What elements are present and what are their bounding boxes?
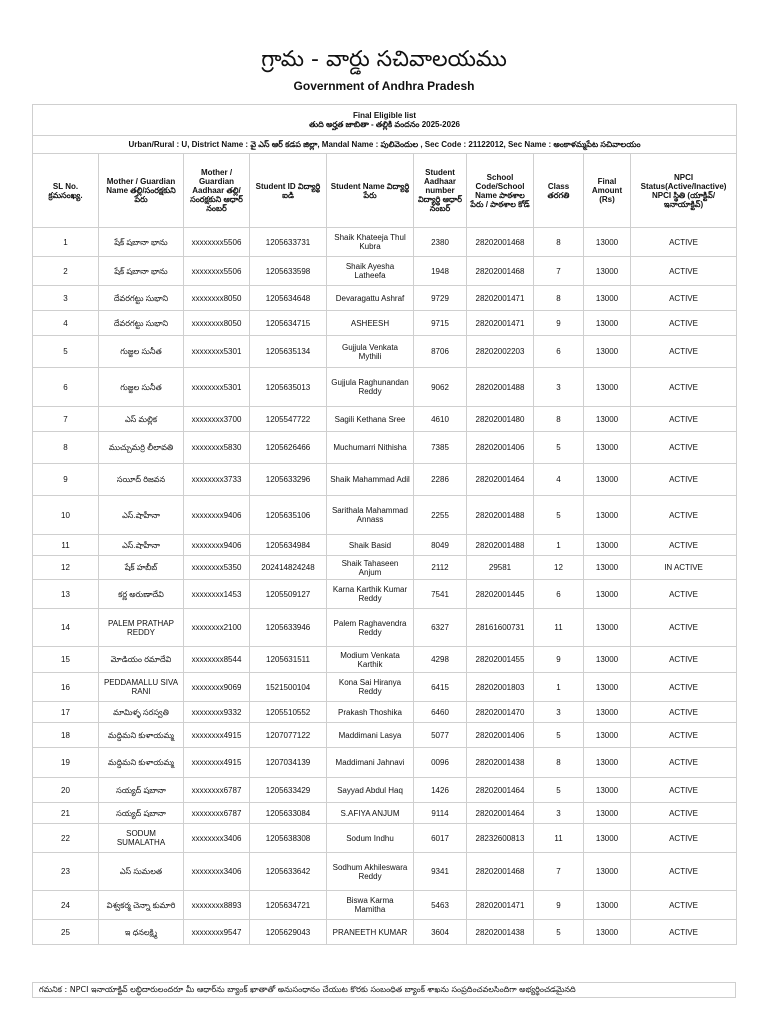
cell-student-id: 1205631511 bbox=[250, 647, 327, 673]
table-row bbox=[33, 535, 737, 556]
table-row bbox=[33, 778, 737, 803]
cell-final-amount: 13000 bbox=[584, 673, 631, 702]
cell-mother-name: గుజ్జల సునీత bbox=[99, 336, 184, 368]
cell-student-id: 1205626466 bbox=[250, 432, 327, 464]
table-row bbox=[33, 286, 737, 311]
table-row bbox=[33, 228, 737, 257]
cell-mother-aadhaar: xxxxxxxx3406 bbox=[184, 824, 250, 853]
cell-npci-status: ACTIVE bbox=[631, 464, 737, 496]
cell-class: 4 bbox=[534, 464, 584, 496]
cell-student-name: Shaik Basid bbox=[327, 535, 414, 556]
cell-class: 5 bbox=[534, 778, 584, 803]
cell-school-code: 28202001468 bbox=[467, 228, 534, 257]
table-row bbox=[33, 432, 737, 464]
cell-mother-aadhaar: xxxxxxxx6787 bbox=[184, 803, 250, 824]
cell-student-aadhaar: 5077 bbox=[414, 723, 467, 748]
table-row bbox=[33, 673, 737, 702]
table-row bbox=[33, 723, 737, 748]
cell-mother-name: సయ్యద్ షబానా bbox=[99, 803, 184, 824]
cell-sl-no: 4 bbox=[33, 311, 99, 336]
cell-class: 3 bbox=[534, 702, 584, 723]
cell-mother-aadhaar: xxxxxxxx1453 bbox=[184, 580, 250, 609]
cell-npci-status: ACTIVE bbox=[631, 336, 737, 368]
cell-final-amount: 13000 bbox=[584, 609, 631, 647]
cell-npci-status: ACTIVE bbox=[631, 496, 737, 535]
cell-sl-no: 23 bbox=[33, 853, 99, 891]
list-caption-te: తుది అర్హత జాబితా - తల్లికి వందనం 2025-2026 bbox=[309, 120, 460, 129]
cell-student-id: 1205633296 bbox=[250, 464, 327, 496]
table-row bbox=[33, 748, 737, 778]
cell-student-id: 202414824248 bbox=[250, 556, 327, 580]
cell-class: 5 bbox=[534, 496, 584, 535]
cell-sl-no: 21 bbox=[33, 803, 99, 824]
cell-mother-aadhaar: xxxxxxxx5301 bbox=[184, 336, 250, 368]
cell-npci-status: ACTIVE bbox=[631, 824, 737, 853]
cell-class: 1 bbox=[534, 535, 584, 556]
cell-mother-aadhaar: xxxxxxxx5506 bbox=[184, 228, 250, 257]
cell-school-code: 28202001488 bbox=[467, 368, 534, 407]
cell-school-code: 28202001455 bbox=[467, 647, 534, 673]
table-row bbox=[33, 702, 737, 723]
cell-student-name: Prakash Thoshika bbox=[327, 702, 414, 723]
cell-mother-aadhaar: xxxxxxxx5301 bbox=[184, 368, 250, 407]
cell-class: 11 bbox=[534, 609, 584, 647]
table-row bbox=[33, 891, 737, 920]
cell-sl-no: 11 bbox=[33, 535, 99, 556]
cell-school-code: 28202001464 bbox=[467, 464, 534, 496]
cell-sl-no: 9 bbox=[33, 464, 99, 496]
cell-mother-name: సయ్యద్ షబానా bbox=[99, 778, 184, 803]
cell-class: 6 bbox=[534, 580, 584, 609]
cell-sl-no: 20 bbox=[33, 778, 99, 803]
cell-student-name: S.AFIYA ANJUM bbox=[327, 803, 414, 824]
cell-student-id: 1205629043 bbox=[250, 920, 327, 945]
cell-student-id: 1207077122 bbox=[250, 723, 327, 748]
cell-npci-status: ACTIVE bbox=[631, 673, 737, 702]
cell-mother-aadhaar: xxxxxxxx9332 bbox=[184, 702, 250, 723]
cell-npci-status: ACTIVE bbox=[631, 853, 737, 891]
cell-npci-status: ACTIVE bbox=[631, 286, 737, 311]
cell-student-name: Muchumarri Nithisha bbox=[327, 432, 414, 464]
cell-school-code: 28202001468 bbox=[467, 257, 534, 286]
cell-student-id: 1205633642 bbox=[250, 853, 327, 891]
cell-school-code: 29581 bbox=[467, 556, 534, 580]
cell-npci-status: ACTIVE bbox=[631, 891, 737, 920]
table-row bbox=[33, 336, 737, 368]
cell-student-id: 1205633598 bbox=[250, 257, 327, 286]
cell-npci-status: ACTIVE bbox=[631, 803, 737, 824]
page-title-english: Government of Andhra Pradesh bbox=[293, 79, 475, 93]
cell-student-name: Gujjula Venkata Mythili bbox=[327, 336, 414, 368]
cell-class: 9 bbox=[534, 891, 584, 920]
cell-mother-name: ఇ ధనలక్ష్మి bbox=[99, 920, 184, 945]
cell-class: 12 bbox=[534, 556, 584, 580]
cell-sl-no: 12 bbox=[33, 556, 99, 580]
cell-class: 1 bbox=[534, 673, 584, 702]
cell-student-id: 1205633946 bbox=[250, 609, 327, 647]
cell-student-id: 1205509127 bbox=[250, 580, 327, 609]
cell-mother-name: దేవరగట్టు సుభాని bbox=[99, 286, 184, 311]
cell-sl-no: 19 bbox=[33, 748, 99, 778]
cell-student-aadhaar: 4610 bbox=[414, 407, 467, 432]
cell-student-aadhaar: 2380 bbox=[414, 228, 467, 257]
cell-mother-name: సయీద్ రిజవన bbox=[99, 464, 184, 496]
cell-mother-name: ఎస్.షాహీనా bbox=[99, 496, 184, 535]
cell-class: 3 bbox=[534, 803, 584, 824]
cell-class: 8 bbox=[534, 748, 584, 778]
cell-student-id: 1205638308 bbox=[250, 824, 327, 853]
cell-student-id: 1205634648 bbox=[250, 286, 327, 311]
cell-student-name: Sagili Kethana Sree bbox=[327, 407, 414, 432]
cell-npci-status: ACTIVE bbox=[631, 228, 737, 257]
cell-class: 9 bbox=[534, 311, 584, 336]
cell-school-code: 28202001488 bbox=[467, 496, 534, 535]
cell-mother-name: గుజ్జల సునీత bbox=[99, 368, 184, 407]
cell-student-id: 1207034139 bbox=[250, 748, 327, 778]
table-row bbox=[33, 803, 737, 824]
location-info: Urban/Rural : U, District Name : వై ఎస్ ఆర్ కడప జిల్లా, Mandal Name : పులివెందుల , Sec Code : 21122012, Sec Name : అంకాళమ్మపేట సచివాలయం bbox=[33, 136, 737, 154]
cell-final-amount: 13000 bbox=[584, 228, 631, 257]
cell-school-code: 28202001488 bbox=[467, 535, 534, 556]
cell-npci-status: ACTIVE bbox=[631, 535, 737, 556]
cell-sl-no: 24 bbox=[33, 891, 99, 920]
cell-student-name: Sodum Indhu bbox=[327, 824, 414, 853]
cell-sl-no: 25 bbox=[33, 920, 99, 945]
cell-student-aadhaar: 8049 bbox=[414, 535, 467, 556]
cell-mother-aadhaar: xxxxxxxx8893 bbox=[184, 891, 250, 920]
table-row bbox=[33, 311, 737, 336]
cell-mother-name: SODUM SUMALATHA bbox=[99, 824, 184, 853]
cell-npci-status: ACTIVE bbox=[631, 748, 737, 778]
cell-sl-no: 16 bbox=[33, 673, 99, 702]
cell-mother-name: షేక్ షబానా భాను bbox=[99, 228, 184, 257]
cell-final-amount: 13000 bbox=[584, 464, 631, 496]
cell-student-aadhaar: 9062 bbox=[414, 368, 467, 407]
cell-student-aadhaar: 7541 bbox=[414, 580, 467, 609]
cell-mother-name: ఎస్ మల్లిక bbox=[99, 407, 184, 432]
cell-class: 8 bbox=[534, 286, 584, 311]
cell-final-amount: 13000 bbox=[584, 702, 631, 723]
cell-student-name: Maddimani Lasya bbox=[327, 723, 414, 748]
cell-sl-no: 1 bbox=[33, 228, 99, 257]
cell-student-id: 1205510552 bbox=[250, 702, 327, 723]
cell-student-name: Shaik Khateeja Thul Kubra bbox=[327, 228, 414, 257]
cell-class: 7 bbox=[534, 257, 584, 286]
cell-mother-aadhaar: xxxxxxxx5350 bbox=[184, 556, 250, 580]
cell-final-amount: 13000 bbox=[584, 647, 631, 673]
table-row bbox=[33, 580, 737, 609]
cell-mother-aadhaar: xxxxxxxx3733 bbox=[184, 464, 250, 496]
cell-mother-aadhaar: xxxxxxxx6787 bbox=[184, 778, 250, 803]
cell-student-aadhaar: 9729 bbox=[414, 286, 467, 311]
cell-class: 5 bbox=[534, 920, 584, 945]
cell-student-name: Karna Karthik Kumar Reddy bbox=[327, 580, 414, 609]
cell-mother-name: షేక్ షబానా భాను bbox=[99, 257, 184, 286]
table-row bbox=[33, 257, 737, 286]
cell-student-name: ASHEESH bbox=[327, 311, 414, 336]
cell-student-aadhaar: 5463 bbox=[414, 891, 467, 920]
cell-student-name: Kona Sai Hiranya Reddy bbox=[327, 673, 414, 702]
cell-npci-status: IN ACTIVE bbox=[631, 556, 737, 580]
col-header-student-aadhaar: Student Aadhaar number విద్యార్థి ఆధార్ నంబర్ bbox=[414, 154, 467, 228]
cell-school-code: 28202001480 bbox=[467, 407, 534, 432]
cell-class: 6 bbox=[534, 336, 584, 368]
eligible-list-table bbox=[32, 104, 737, 945]
cell-mother-name: మద్దిమని కుళాయమ్మ bbox=[99, 723, 184, 748]
cell-npci-status: ACTIVE bbox=[631, 368, 737, 407]
cell-mother-name: షేక్ హబీబ్ bbox=[99, 556, 184, 580]
cell-mother-name: PEDDAMALLU SIVA RANI bbox=[99, 673, 184, 702]
cell-sl-no: 3 bbox=[33, 286, 99, 311]
cell-class: 5 bbox=[534, 432, 584, 464]
cell-final-amount: 13000 bbox=[584, 723, 631, 748]
footer-note: గమనిక : NPCI ఇనాయాక్టివ్ లబ్ధిదారులందరూ మీ ఆధార్‌ను బ్యాంక్ ఖాతాతో అనుసంధానం చేయుట కొరకు సంబంధిత బ్యాంక్ శాఖను సంప్రదించవలసిందిగా అభ్యర్థించడమైనది bbox=[32, 982, 736, 998]
table-row bbox=[33, 464, 737, 496]
cell-npci-status: ACTIVE bbox=[631, 778, 737, 803]
cell-mother-name: ఎస్ సుమలత bbox=[99, 853, 184, 891]
cell-school-code: 28202001464 bbox=[467, 778, 534, 803]
cell-npci-status: ACTIVE bbox=[631, 311, 737, 336]
cell-final-amount: 13000 bbox=[584, 432, 631, 464]
cell-final-amount: 13000 bbox=[584, 407, 631, 432]
col-header-mother-aadhaar: Mother / Guardian Aadhaar తల్లి/ సంరక్షకుని ఆధార్ నంబర్ bbox=[184, 154, 250, 228]
cell-school-code: 28202001445 bbox=[467, 580, 534, 609]
cell-student-aadhaar: 9715 bbox=[414, 311, 467, 336]
cell-student-aadhaar: 9341 bbox=[414, 853, 467, 891]
cell-student-name: Shaik Mahammad Adil bbox=[327, 464, 414, 496]
cell-npci-status: ACTIVE bbox=[631, 407, 737, 432]
table-row bbox=[33, 556, 737, 580]
cell-student-name: Palem Raghavendra Reddy bbox=[327, 609, 414, 647]
cell-final-amount: 13000 bbox=[584, 580, 631, 609]
cell-mother-aadhaar: xxxxxxxx5830 bbox=[184, 432, 250, 464]
cell-mother-name: మద్దిమని కుళాయమ్మ bbox=[99, 748, 184, 778]
cell-school-code: 28202001468 bbox=[467, 853, 534, 891]
cell-npci-status: ACTIVE bbox=[631, 920, 737, 945]
cell-school-code: 28161600731 bbox=[467, 609, 534, 647]
cell-sl-no: 18 bbox=[33, 723, 99, 748]
cell-school-code: 28202002203 bbox=[467, 336, 534, 368]
cell-student-id: 1205634721 bbox=[250, 891, 327, 920]
cell-final-amount: 13000 bbox=[584, 920, 631, 945]
cell-mother-name: PALEM PRATHAP REDDY bbox=[99, 609, 184, 647]
cell-school-code: 28232600813 bbox=[467, 824, 534, 853]
cell-final-amount: 13000 bbox=[584, 368, 631, 407]
cell-sl-no: 15 bbox=[33, 647, 99, 673]
cell-mother-aadhaar: xxxxxxxx3700 bbox=[184, 407, 250, 432]
cell-final-amount: 13000 bbox=[584, 824, 631, 853]
cell-class: 9 bbox=[534, 647, 584, 673]
cell-student-aadhaar: 7385 bbox=[414, 432, 467, 464]
cell-final-amount: 13000 bbox=[584, 748, 631, 778]
cell-final-amount: 13000 bbox=[584, 496, 631, 535]
cell-mother-aadhaar: xxxxxxxx8050 bbox=[184, 311, 250, 336]
cell-school-code: 28202001471 bbox=[467, 286, 534, 311]
cell-sl-no: 10 bbox=[33, 496, 99, 535]
cell-school-code: 28202001438 bbox=[467, 920, 534, 945]
cell-student-aadhaar: 2255 bbox=[414, 496, 467, 535]
cell-mother-name: మోడియం రమాదేవి bbox=[99, 647, 184, 673]
cell-npci-status: ACTIVE bbox=[631, 257, 737, 286]
table-header-row bbox=[33, 154, 737, 228]
cell-mother-aadhaar: xxxxxxxx5506 bbox=[184, 257, 250, 286]
cell-mother-aadhaar: xxxxxxxx9547 bbox=[184, 920, 250, 945]
cell-school-code: 28202001471 bbox=[467, 311, 534, 336]
cell-class: 5 bbox=[534, 723, 584, 748]
cell-npci-status: ACTIVE bbox=[631, 702, 737, 723]
cell-sl-no: 6 bbox=[33, 368, 99, 407]
col-header-sl-no: SL No. క్రమసంఖ్య. bbox=[33, 154, 99, 228]
cell-student-id: 1205633731 bbox=[250, 228, 327, 257]
cell-npci-status: ACTIVE bbox=[631, 580, 737, 609]
cell-student-aadhaar: 0096 bbox=[414, 748, 467, 778]
cell-student-id: 1521500104 bbox=[250, 673, 327, 702]
table-row bbox=[33, 647, 737, 673]
cell-npci-status: ACTIVE bbox=[631, 647, 737, 673]
cell-student-name: Sayyad Abdul Haq bbox=[327, 778, 414, 803]
cell-mother-aadhaar: xxxxxxxx4915 bbox=[184, 723, 250, 748]
cell-mother-name: ఎస్.షాహీనా bbox=[99, 535, 184, 556]
cell-student-name: Sodhum Akhileswara Reddy bbox=[327, 853, 414, 891]
cell-student-id: 1205633084 bbox=[250, 803, 327, 824]
cell-class: 7 bbox=[534, 853, 584, 891]
location-info-row bbox=[33, 136, 737, 154]
cell-school-code: 28202001471 bbox=[467, 891, 534, 920]
cell-final-amount: 13000 bbox=[584, 853, 631, 891]
cell-student-id: 1205635013 bbox=[250, 368, 327, 407]
cell-sl-no: 5 bbox=[33, 336, 99, 368]
cell-student-name: Sarithala Mahammad Annass bbox=[327, 496, 414, 535]
cell-student-aadhaar: 1948 bbox=[414, 257, 467, 286]
cell-npci-status: ACTIVE bbox=[631, 432, 737, 464]
cell-final-amount: 13000 bbox=[584, 311, 631, 336]
table-row bbox=[33, 609, 737, 647]
col-header-student-name: Student Name విద్యార్థి పేరు bbox=[327, 154, 414, 228]
list-caption bbox=[33, 105, 737, 136]
cell-student-aadhaar: 2286 bbox=[414, 464, 467, 496]
cell-class: 8 bbox=[534, 228, 584, 257]
cell-final-amount: 13000 bbox=[584, 286, 631, 311]
cell-sl-no: 8 bbox=[33, 432, 99, 464]
cell-student-id: 1205635106 bbox=[250, 496, 327, 535]
cell-mother-name: ముచ్చుమర్రి లీలావతి bbox=[99, 432, 184, 464]
cell-sl-no: 17 bbox=[33, 702, 99, 723]
table-row bbox=[33, 853, 737, 891]
cell-final-amount: 13000 bbox=[584, 556, 631, 580]
cell-student-aadhaar: 8706 bbox=[414, 336, 467, 368]
cell-mother-aadhaar: xxxxxxxx8050 bbox=[184, 286, 250, 311]
cell-mother-aadhaar: xxxxxxxx8544 bbox=[184, 647, 250, 673]
cell-sl-no: 2 bbox=[33, 257, 99, 286]
cell-class: 3 bbox=[534, 368, 584, 407]
cell-student-aadhaar: 6460 bbox=[414, 702, 467, 723]
cell-student-name: Maddimani Jahnavi bbox=[327, 748, 414, 778]
cell-npci-status: ACTIVE bbox=[631, 609, 737, 647]
col-header-student-id: Student ID విద్యార్థి ఐడి bbox=[250, 154, 327, 228]
table-row bbox=[33, 824, 737, 853]
list-caption-en: Final Eligible list bbox=[352, 111, 417, 120]
cell-student-aadhaar: 9114 bbox=[414, 803, 467, 824]
cell-student-id: 1205634984 bbox=[250, 535, 327, 556]
cell-mother-aadhaar: xxxxxxxx9406 bbox=[184, 496, 250, 535]
cell-mother-name: దేవరగట్టు సుభాని bbox=[99, 311, 184, 336]
cell-school-code: 28202001464 bbox=[467, 803, 534, 824]
cell-sl-no: 13 bbox=[33, 580, 99, 609]
cell-mother-name: విశ్వకర్మ చెన్నా కుమారి bbox=[99, 891, 184, 920]
table-row bbox=[33, 496, 737, 535]
cell-school-code: 28202001406 bbox=[467, 432, 534, 464]
table-row bbox=[33, 407, 737, 432]
cell-student-aadhaar: 2112 bbox=[414, 556, 467, 580]
cell-final-amount: 13000 bbox=[584, 891, 631, 920]
cell-mother-name: మామిళ్ళ సరస్వతి bbox=[99, 702, 184, 723]
cell-student-name: Shaik Tahaseen Anjum bbox=[327, 556, 414, 580]
cell-final-amount: 13000 bbox=[584, 336, 631, 368]
cell-mother-aadhaar: xxxxxxxx3406 bbox=[184, 853, 250, 891]
cell-sl-no: 22 bbox=[33, 824, 99, 853]
cell-final-amount: 13000 bbox=[584, 257, 631, 286]
cell-school-code: 28202001406 bbox=[467, 723, 534, 748]
col-header-final-amount: Final Amount (Rs) bbox=[584, 154, 631, 228]
cell-student-aadhaar: 6017 bbox=[414, 824, 467, 853]
cell-student-aadhaar: 6415 bbox=[414, 673, 467, 702]
cell-student-aadhaar: 1426 bbox=[414, 778, 467, 803]
col-header-mother-name: Mother / Guardian Name తల్లి/సంరక్షకుని పేరు bbox=[99, 154, 184, 228]
cell-mother-aadhaar: xxxxxxxx4915 bbox=[184, 748, 250, 778]
cell-student-id: 1205635134 bbox=[250, 336, 327, 368]
cell-student-id: 1205633429 bbox=[250, 778, 327, 803]
cell-final-amount: 13000 bbox=[584, 535, 631, 556]
cell-class: 8 bbox=[534, 407, 584, 432]
cell-mother-aadhaar: xxxxxxxx9069 bbox=[184, 673, 250, 702]
cell-student-name: Modium Venkata Karthik bbox=[327, 647, 414, 673]
list-caption-row bbox=[33, 105, 737, 136]
cell-student-id: 1205547722 bbox=[250, 407, 327, 432]
cell-student-aadhaar: 4298 bbox=[414, 647, 467, 673]
col-header-npci-status: NPCI Status(Active/Inactive) NPCI స్థితి (యాక్టివ్/ ఇనాయాక్టివ్) bbox=[631, 154, 737, 228]
cell-student-name: Biswa Karma Mamitha bbox=[327, 891, 414, 920]
cell-final-amount: 13000 bbox=[584, 778, 631, 803]
cell-npci-status: ACTIVE bbox=[631, 723, 737, 748]
cell-final-amount: 13000 bbox=[584, 803, 631, 824]
cell-class: 11 bbox=[534, 824, 584, 853]
cell-school-code: 28202001470 bbox=[467, 702, 534, 723]
cell-mother-name: కర్ణ అరుణాదేవి bbox=[99, 580, 184, 609]
cell-student-aadhaar: 3604 bbox=[414, 920, 467, 945]
cell-student-name: Shaik Ayesha Latheefa bbox=[327, 257, 414, 286]
cell-student-aadhaar: 6327 bbox=[414, 609, 467, 647]
cell-school-code: 28202001438 bbox=[467, 748, 534, 778]
table-row bbox=[33, 920, 737, 945]
cell-student-name: Devaragattu Ashraf bbox=[327, 286, 414, 311]
cell-sl-no: 14 bbox=[33, 609, 99, 647]
col-header-school-code: School Code/School Name పాఠశాల పేరు / పాఠశాల కోడ్ bbox=[467, 154, 534, 228]
cell-school-code: 28202001803 bbox=[467, 673, 534, 702]
cell-student-id: 1205634715 bbox=[250, 311, 327, 336]
cell-sl-no: 7 bbox=[33, 407, 99, 432]
table-row bbox=[33, 368, 737, 407]
cell-mother-aadhaar: xxxxxxxx2100 bbox=[184, 609, 250, 647]
page-title-telugu: గ్రామ - వార్డు సచివాలయము bbox=[261, 47, 507, 72]
cell-mother-aadhaar: xxxxxxxx9406 bbox=[184, 535, 250, 556]
cell-student-name: PRANEETH KUMAR bbox=[327, 920, 414, 945]
cell-student-name: Gujjula Raghunandan Reddy bbox=[327, 368, 414, 407]
col-header-class: Class తరగతి bbox=[534, 154, 584, 228]
